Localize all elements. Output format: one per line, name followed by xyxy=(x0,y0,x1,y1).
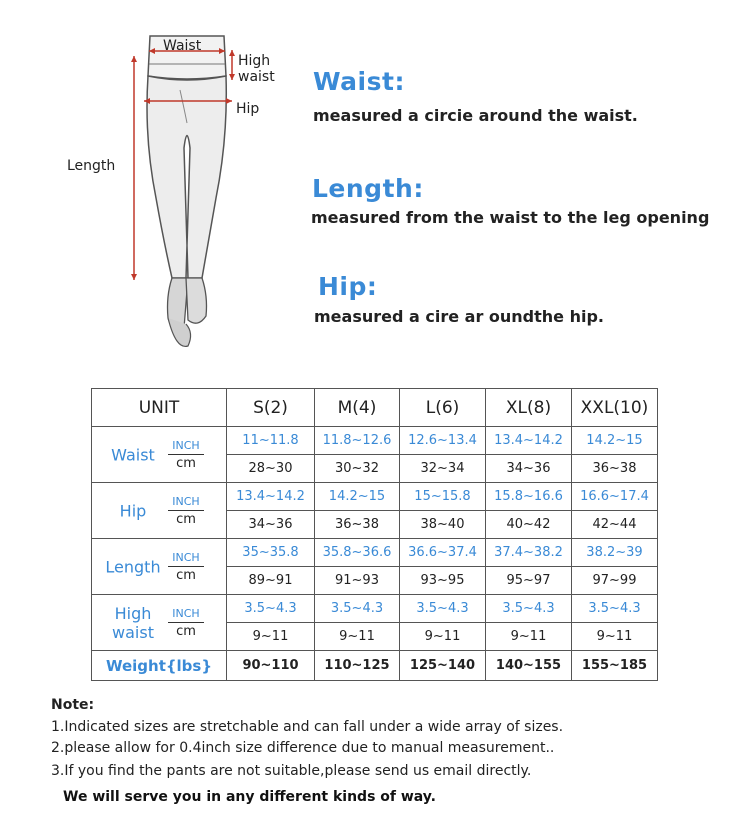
row-name: High waist xyxy=(112,603,154,642)
size-header-s: S(2) xyxy=(227,389,315,427)
table-cell: 12.6~13.4 xyxy=(400,427,486,455)
table-cell: 15~15.8 xyxy=(400,483,486,511)
size-header-xl: XL(8) xyxy=(486,389,572,427)
waist-title: Waist: xyxy=(313,67,405,96)
cm-unit: cm xyxy=(176,623,196,639)
table-cell: 90~110 xyxy=(227,651,315,681)
table-cell: 89~91 xyxy=(227,567,315,595)
length-label: Length xyxy=(67,158,116,174)
row-name: Hip xyxy=(119,501,147,520)
row-label-high-waist xyxy=(92,595,227,651)
unit-header: UNIT xyxy=(92,389,227,427)
table-cell: 3.5~4.3 xyxy=(486,595,572,623)
table-cell: 9~11 xyxy=(400,623,486,651)
table-row xyxy=(92,595,658,623)
table-row xyxy=(92,427,658,455)
row-label-waist xyxy=(92,427,227,483)
table-cell: 34~36 xyxy=(486,455,572,483)
hip-title: Hip: xyxy=(318,272,378,301)
table-cell: 93~95 xyxy=(400,567,486,595)
row-name: Waist xyxy=(111,445,155,464)
table-cell: 35~35.8 xyxy=(227,539,315,567)
table-cell: 16.6~17.4 xyxy=(572,483,658,511)
cm-unit: cm xyxy=(176,567,196,583)
table-cell: 110~125 xyxy=(315,651,400,681)
unit-marker xyxy=(168,495,204,527)
table-cell: 42~44 xyxy=(572,511,658,539)
table-cell: 3.5~4.3 xyxy=(315,595,400,623)
cm-unit: cm xyxy=(176,455,196,471)
table-cell: 15.8~16.6 xyxy=(486,483,572,511)
length-description: measured from the waist to the leg opening xyxy=(311,208,710,227)
size-header-m: M(4) xyxy=(315,389,400,427)
table-cell: 3.5~4.3 xyxy=(227,595,315,623)
table-cell: 9~11 xyxy=(572,623,658,651)
table-cell: 30~32 xyxy=(315,455,400,483)
note-item: 2.please allow for 0.4inch size difference due to manual measurement.. xyxy=(51,740,555,756)
table-cell: 34~36 xyxy=(227,511,315,539)
table-cell: 14.2~15 xyxy=(572,427,658,455)
table-cell: 28~30 xyxy=(227,455,315,483)
weight-label: Weight{lbs} xyxy=(92,651,227,681)
table-cell: 9~11 xyxy=(227,623,315,651)
table-cell: 35.8~36.6 xyxy=(315,539,400,567)
table-cell: 95~97 xyxy=(486,567,572,595)
hip-description: measured a cire ar oundthe hip. xyxy=(314,307,604,326)
unit-marker xyxy=(168,439,204,471)
table-cell: 125~140 xyxy=(400,651,486,681)
table-cell: 140~155 xyxy=(486,651,572,681)
table-cell: 14.2~15 xyxy=(315,483,400,511)
table-cell: 155~185 xyxy=(572,651,658,681)
unit-marker xyxy=(168,551,204,583)
table-cell: 36.6~37.4 xyxy=(400,539,486,567)
table-cell: 32~34 xyxy=(400,455,486,483)
table-row xyxy=(92,483,658,511)
unit-marker xyxy=(168,607,204,639)
waist-description: measured a circie around the waist. xyxy=(313,106,638,125)
table-cell: 11.8~12.6 xyxy=(315,427,400,455)
size-chart-table xyxy=(91,388,658,681)
table-cell: 97~99 xyxy=(572,567,658,595)
inch-unit: INCH xyxy=(168,439,204,455)
table-cell: 40~42 xyxy=(486,511,572,539)
row-label-hip xyxy=(92,483,227,539)
high-waist-label: High waist xyxy=(238,53,275,85)
table-cell: 13.4~14.2 xyxy=(486,427,572,455)
table-cell: 91~93 xyxy=(315,567,400,595)
table-cell: 3.5~4.3 xyxy=(572,595,658,623)
table-cell: 9~11 xyxy=(486,623,572,651)
inch-unit: INCH xyxy=(168,607,204,623)
leggings-illustration xyxy=(60,28,300,358)
length-title: Length: xyxy=(312,174,424,203)
note-item: 1.Indicated sizes are stretchable and can fall under a wide array of sizes. xyxy=(51,719,564,735)
note-item: 3.If you find the pants are not suitable,please send us email directly. xyxy=(51,763,532,779)
closing-statement: We will serve you in any different kinds of way. xyxy=(63,789,436,805)
note-title: Note: xyxy=(51,697,95,713)
table-cell: 38~40 xyxy=(400,511,486,539)
table-row xyxy=(92,539,658,567)
size-header-xxl: XXL(10) xyxy=(572,389,658,427)
hip-label: Hip xyxy=(236,101,260,117)
size-header-l: L(6) xyxy=(400,389,486,427)
table-cell: 9~11 xyxy=(315,623,400,651)
row-label-length xyxy=(92,539,227,595)
row-name: Length xyxy=(105,557,161,576)
table-cell: 37.4~38.2 xyxy=(486,539,572,567)
inch-unit: INCH xyxy=(168,495,204,511)
waist-label: Waist xyxy=(163,38,202,54)
weight-row xyxy=(92,651,658,681)
table-cell: 36~38 xyxy=(315,511,400,539)
table-cell: 3.5~4.3 xyxy=(400,595,486,623)
cm-unit: cm xyxy=(176,511,196,527)
table-cell: 11~11.8 xyxy=(227,427,315,455)
table-cell: 13.4~14.2 xyxy=(227,483,315,511)
table-header-row xyxy=(92,389,658,427)
inch-unit: INCH xyxy=(168,551,204,567)
table-cell: 38.2~39 xyxy=(572,539,658,567)
table-cell: 36~38 xyxy=(572,455,658,483)
